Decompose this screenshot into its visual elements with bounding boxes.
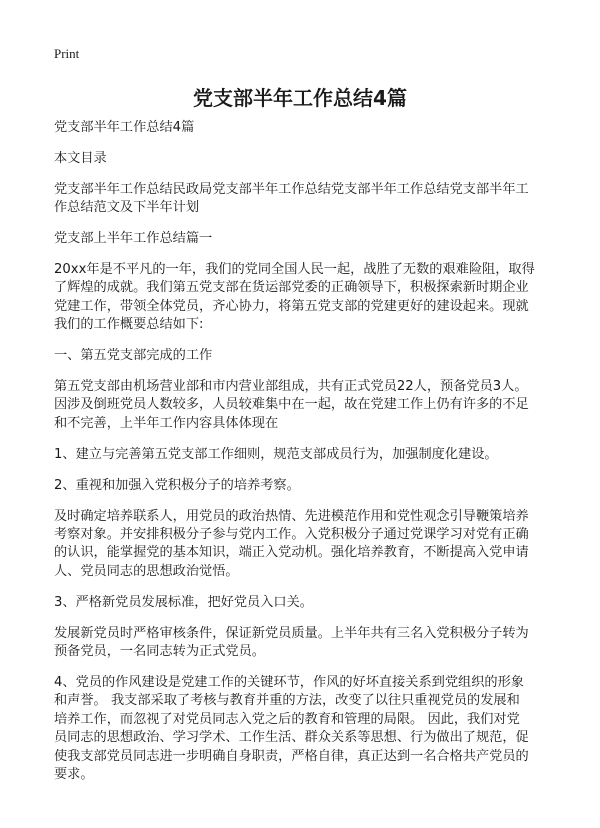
paragraph-line: 及时确定培养联系人，用党员的政治热情、先进模范作用和党性观念引导鞭策培养 xyxy=(54,508,529,524)
paragraph xyxy=(54,119,544,137)
paragraph xyxy=(54,594,544,612)
paragraph-line: 一、第五党支部完成的工作 xyxy=(54,348,213,364)
paragraph xyxy=(54,261,544,335)
paragraph xyxy=(54,378,544,433)
paragraph-line: 3、严格新党员发展标准，把好党员入口关。 xyxy=(54,594,313,610)
document-body xyxy=(54,119,544,797)
paragraph-line: 发展新党员时严格审核条件，保证新党员质量。上半年共有三名入党积极分子转为 xyxy=(54,625,529,641)
paragraph-line: 了辉煌的成就。我们第五党支部在货运部党委的正确领导下，积极探索新时期企业 xyxy=(54,280,529,296)
paragraph-line: 党支部半年工作总结民政局党支部半年工作总结党支部半年工作总结党支部半年工 xyxy=(54,181,529,197)
paragraph-line: 考察对象。并安排积极分子参与党内工作。入党积极分子通过党课学习对党有正确 xyxy=(54,527,529,542)
paragraph-line: 人、党员同志的思想政治觉悟。 xyxy=(54,563,239,579)
paragraph-line: 员同志的思想政治、学习学术、工作生活、群众关系等思想、行为做出了规范，促 xyxy=(54,730,529,746)
paragraph-line: 党建工作，带领全体党员，齐心协力，将第五党支部的党建更好的建设起来。现就 xyxy=(54,298,529,314)
paragraph-line: 第五党支部由机场营业部和市内营业部组成，共有正式党员22人，预备党员3人。 xyxy=(54,379,528,395)
paragraph-line: 使我支部党员同志进一步明确自身职责，严格自律，真正达到一名合格共产党员的 xyxy=(54,748,529,764)
paragraph-line: 党支部半年工作总结4篇 xyxy=(54,120,195,135)
paragraph xyxy=(54,477,544,495)
paragraph-line: 的认识，能掌握党的基本知识，端正入党动机。强化培养教育，不断提高入党申请 xyxy=(54,545,529,561)
paragraph-line: 因涉及倒班党员人数较多，人员较难集中在一起，故在党建工作上仍有许多的不足 xyxy=(54,397,529,413)
paragraph-line: 我们的工作概要总结如下: xyxy=(54,317,204,333)
paragraph-line: 和不完善，上半年工作内容具体体现在 xyxy=(54,415,279,431)
paragraph-line: 培养工作，而忽视了对党员同志入党之后的教育和管理的局限。 因此，我们对党 xyxy=(54,711,520,727)
paragraph-line: 党支部上半年工作总结篇一 xyxy=(54,231,213,247)
paragraph-line: 本文目录 xyxy=(54,150,107,166)
paragraph-line: 4、党员的作风建设是党建工作的关键环节，作风的好坏直接关系到党组织的形象 xyxy=(54,674,524,690)
paragraph-line: 1、建立与完善第五党支部工作细则，规范支部成员行为，加强制度化建设。 xyxy=(54,446,498,462)
paragraph xyxy=(54,181,544,218)
paragraph xyxy=(54,150,544,168)
paragraph-line: 要求。 xyxy=(54,766,94,782)
paragraph xyxy=(54,508,544,582)
paragraph-line: 作总结范文及下半年计划 xyxy=(54,200,200,216)
paragraph xyxy=(54,625,544,662)
print-link[interactable]: Print xyxy=(54,46,80,61)
paragraph xyxy=(54,347,544,365)
paragraph xyxy=(54,674,544,784)
paragraph-line: 2、重视和加强入党积极分子的培养考察。 xyxy=(54,477,300,493)
paragraph-line: 和声誉。 我支部采取了考核与教育并重的方法，改变了以往只重视党员的发展和 xyxy=(54,693,520,709)
paragraph-line: 预备党员，一名同志转为正式党员。 xyxy=(54,644,265,660)
paragraph xyxy=(54,446,544,464)
document-title: 党支部半年工作总结4篇 xyxy=(193,86,407,110)
paragraph xyxy=(54,230,544,248)
paragraph-line: 20xx年是不平凡的一年，我们的党同全国人民一起，战胜了无数的艰难险阻，取得 xyxy=(54,262,535,278)
